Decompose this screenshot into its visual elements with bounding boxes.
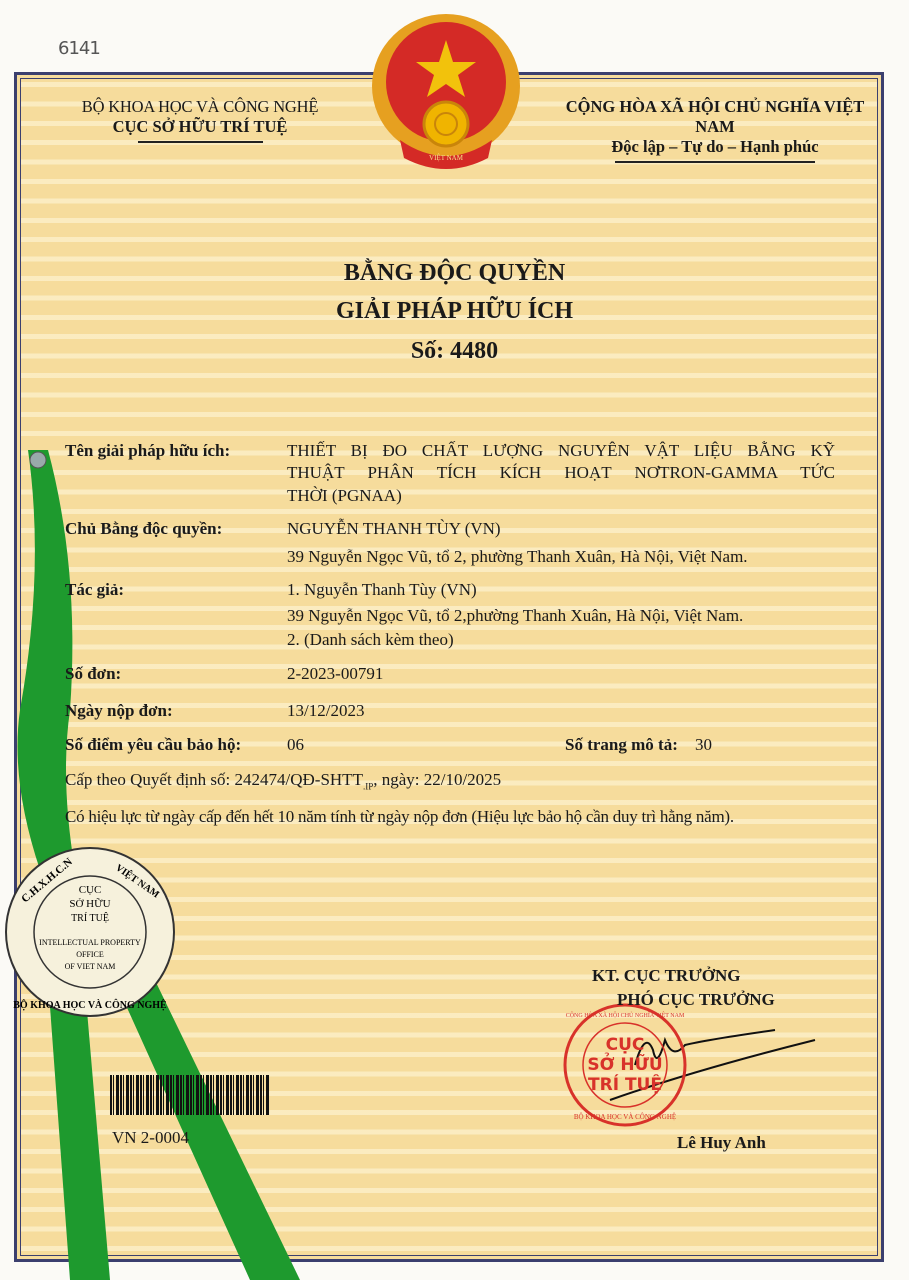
divider [615, 161, 815, 163]
author-label: Tác giả: [65, 580, 125, 599]
validity-statement: Có hiệu lực từ ngày cấp đến hết 10 năm tính từ ngày nộp đơn (Hiệu lực bảo hộ cần duy trì hằng năm). [65, 807, 734, 826]
solution-name-line: THUẬT PHÂN TÍCH KÍCH HOẠT NƠTRON-GAMMA TỨC [287, 463, 835, 482]
emblem-text: VIỆT NAM [429, 154, 463, 162]
owner-name: NGUYỄN THANH TÙY (VN) [287, 519, 501, 538]
author-line: 39 Nguyễn Ngọc Vũ, tổ 2,phường Thanh Xuân, Hà Nội, Việt Nam. [287, 606, 744, 625]
seal-text: BỘ KHOA HỌC VÀ CÔNG NGHỆ [13, 1000, 167, 1011]
pages-value: 30 [695, 735, 712, 754]
motto: Độc lập – Tự do – Hạnh phúc [611, 137, 819, 156]
decision-number: Cấp theo Quyết định số: 242474/QĐ-SHTT [65, 770, 363, 789]
signer-position: PHÓ CỤC TRƯỞNG [617, 990, 775, 1009]
decision-date: , ngày: 22/10/2025 [373, 770, 502, 789]
pages-label: Số trang mô tả: [565, 735, 678, 754]
seal-text: CỤC [78, 884, 102, 896]
solution-name-line: THỜI (PGNAA) [287, 486, 402, 505]
seal-text: VIỆT NAM [113, 862, 162, 901]
certificate-title: BẰNG ĐỘC QUYỀN [343, 260, 566, 286]
header-right [560, 97, 870, 163]
seal-text: SỞ HỮU [69, 898, 111, 910]
claims-value: 06 [287, 735, 304, 754]
certificate-number: Số: 4480 [410, 338, 499, 364]
certificate-subtitle: GIẢI PHÁP HỮU ÍCH [335, 298, 574, 324]
stamp-text: TRÍ TUỆ [588, 1075, 662, 1095]
seal-text: INTELLECTUAL PROPERTY [39, 938, 141, 947]
barcode [110, 1075, 270, 1115]
claims-label: Số điểm yêu cầu bảo hộ: [65, 735, 242, 754]
seal-text: OF VIET NAM [64, 962, 116, 971]
author-line: 2. (Danh sách kèm theo) [287, 630, 454, 649]
stamp-text: SỞ HỮU [587, 1055, 663, 1075]
office-name: CỤC SỞ HỮU TRÍ TUỆ [112, 117, 288, 136]
ministry-name: BỘ KHOA HỌC VÀ CÔNG NGHỆ [81, 97, 319, 116]
national-emblem-icon [370, 12, 522, 170]
seal-text: TRÍ TUỆ [71, 913, 109, 924]
decision-line [65, 770, 501, 791]
signer-name: Lê Huy Anh [677, 1133, 766, 1152]
author-line: 1. Nguyễn Thanh Tùy (VN) [287, 580, 477, 599]
seal-text: C.H.X.H.C.N [19, 855, 75, 906]
handwritten-note: 6141 [58, 38, 100, 59]
owner-label: Chủ Bằng độc quyền: [65, 519, 223, 538]
signer-title: KT. CỤC TRƯỞNG [592, 966, 741, 985]
filing-date-label: Ngày nộp đơn: [65, 701, 173, 720]
decision-subscript: .IP [362, 781, 374, 792]
red-stamp-icon [525, 1000, 845, 1130]
seal-text: OFFICE [76, 950, 104, 959]
stamp-text: CỘNG HÒA XÃ HỘI CHỦ NGHĨA VIỆT NAM [565, 1013, 685, 1019]
divider [138, 141, 263, 143]
stamp-text: CỤC [605, 1035, 645, 1055]
solution-name-label: Tên giải pháp hữu ích: [65, 441, 231, 460]
barcode-number: VN 2-0004 [112, 1128, 189, 1147]
application-no: 2-2023-00791 [287, 664, 384, 683]
country-name: CỘNG HÒA XÃ HỘI CHỦ NGHĨA VIỆT NAM [565, 97, 865, 136]
header-left [40, 97, 360, 143]
owner-address: 39 Nguyễn Ngọc Vũ, tổ 2, phường Thanh Xuân, Hà Nội, Việt Nam. [287, 547, 748, 566]
stamp-text: BỘ KHOA HỌC VÀ CÔNG NGHỆ [573, 1113, 677, 1121]
filing-date: 13/12/2023 [287, 701, 365, 720]
office-seal-icon [3, 845, 178, 1020]
solution-name-line: THIẾT BỊ ĐO CHẤT LƯỢNG NGUYÊN VẬT LIỆU BẰNG KỸ [287, 441, 835, 460]
application-no-label: Số đơn: [65, 664, 122, 683]
